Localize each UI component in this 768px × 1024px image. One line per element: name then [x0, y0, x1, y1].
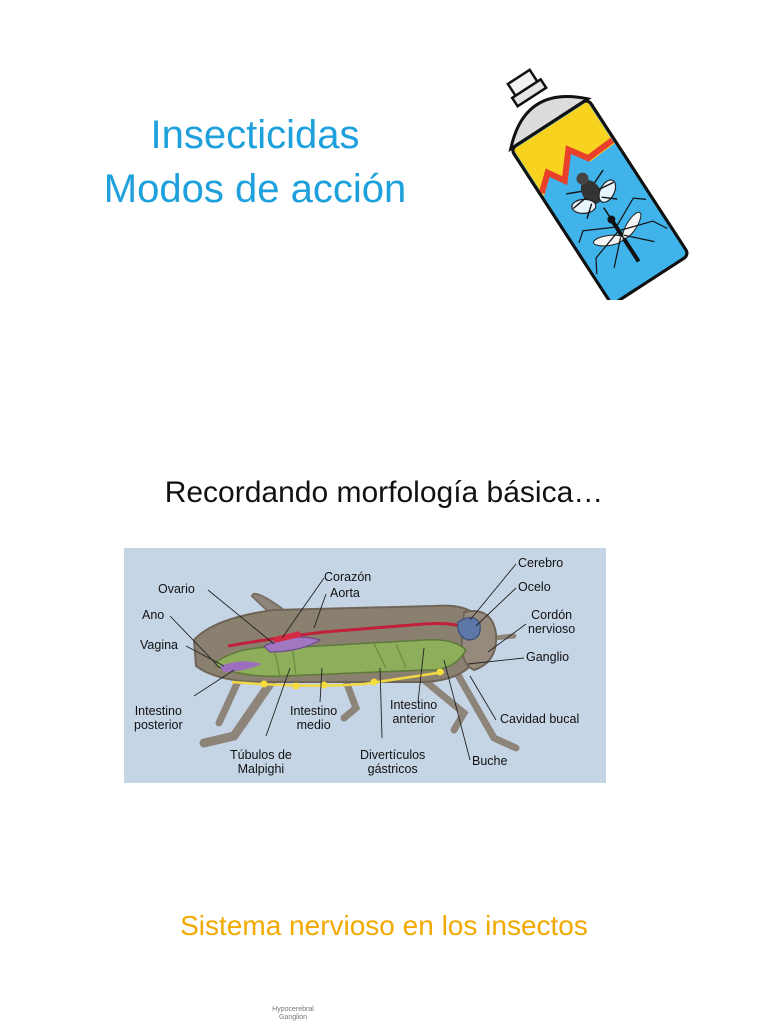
slide-subtitle: Recordando morfología básica…: [164, 476, 604, 509]
insect-anatomy-diagram: [124, 548, 606, 783]
label-diverticulos-gastricos: Divertículos gástricos: [360, 748, 426, 776]
label-vagina: Vagina: [140, 638, 178, 652]
label-tubulos-malpighi: Túbulos de Malpighi: [230, 748, 292, 776]
title-line-2: Modos de acción: [103, 167, 407, 211]
bottom-diagram-label: Hypocerebral Ganglion: [272, 1006, 314, 1021]
label-ganglio: Ganglio: [526, 650, 570, 664]
label-cerebro: Cerebro: [518, 556, 564, 570]
section-title: Sistema nervioso en los insectos: [180, 910, 588, 941]
label-intestino-medio: Intestino medio: [290, 704, 338, 732]
label-ocelo: Ocelo: [518, 580, 551, 594]
label-intestino-anterior: Intestino anterior: [390, 698, 438, 726]
label-ano: Ano: [142, 608, 165, 622]
label-buche: Buche: [472, 754, 508, 768]
label-cordon-nervioso: Cordón nervioso: [528, 608, 576, 636]
title-line-1: Insecticidas: [150, 113, 360, 157]
label-aorta: Aorta: [330, 586, 360, 600]
label-ovario: Ovario: [158, 582, 195, 596]
label-intestino-posterior: Intestino posterior: [134, 704, 183, 732]
slide-title: [60, 108, 450, 216]
insecticide-spray-can-icon: [470, 55, 700, 300]
label-corazon: Corazón: [324, 570, 372, 584]
label-cavidad-bucal: Cavidad bucal: [500, 712, 580, 726]
